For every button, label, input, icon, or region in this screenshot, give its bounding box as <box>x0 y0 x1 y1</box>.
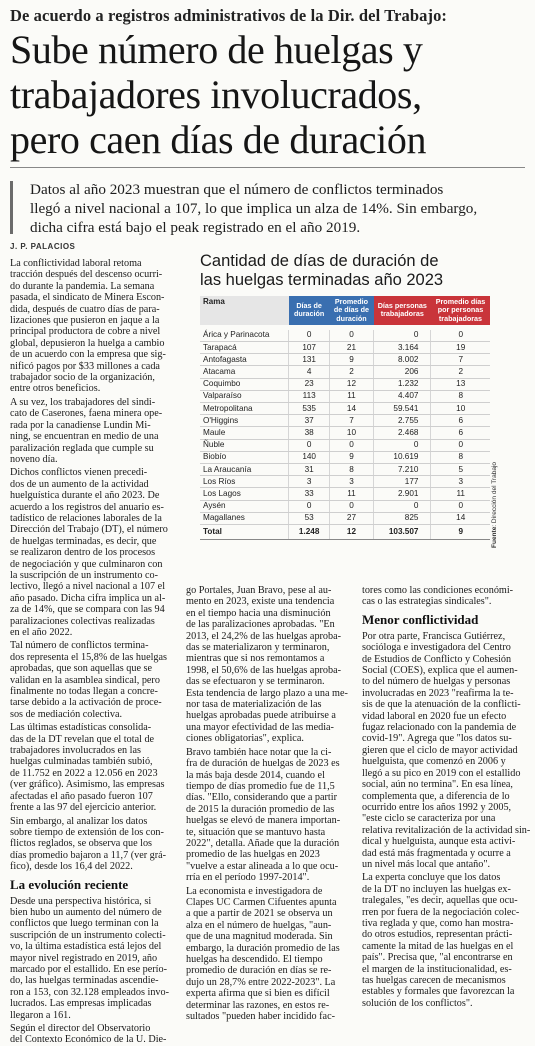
text-line: Sin embargo, al analizar los datos <box>10 815 148 827</box>
text-line: ciones obligatorias", explica. <box>186 733 304 745</box>
text-line: Tal número de conflictos termina- <box>10 640 149 652</box>
headline-line: pero caen días de duración <box>10 117 427 162</box>
value-cell: 10 <box>329 427 373 439</box>
text-line: de 2015 la duración promedio de las <box>186 803 335 815</box>
text-line: un nivel más local que antaño". <box>362 858 491 870</box>
text-line: das se efectuaron y se terminaron. <box>186 676 325 688</box>
text-line: afectadas el año pasado fueron 107 <box>10 790 153 802</box>
table-row <box>200 390 490 402</box>
text-line: cas o las estrategias sindicales". <box>362 596 492 608</box>
text-line: go Portales, Juan Bravo, pese al au- <box>186 585 332 596</box>
text-line: vo, la última estadística está lejos del <box>10 941 162 953</box>
value-cell: 59.541 <box>374 403 431 415</box>
value-cell: 27 <box>329 512 373 524</box>
text-line: determinar las razones, en estos re- <box>186 999 330 1011</box>
text-line: solución de los conflictos". <box>362 997 473 1009</box>
table-row <box>200 439 490 451</box>
value-cell: 14 <box>431 512 490 524</box>
text-line: involucradas en 2023 "reafirma la te- <box>362 687 514 699</box>
table-row <box>200 488 490 500</box>
value-cell: 0 <box>374 439 431 451</box>
duration-table <box>200 296 490 540</box>
text-line: del Contexto Económico de la U. Die- <box>10 1034 167 1046</box>
region-cell: Valparaíso <box>200 390 289 402</box>
byline: J. P. PALACIOS <box>10 242 76 251</box>
text-line: de la DT no incluyen las huelgas ex- <box>362 883 511 895</box>
text-line: tadístico de relaciones laborales de la <box>10 512 162 524</box>
text-line: gieren que el ciclo de mayor actividad <box>362 744 518 756</box>
text-line: flictos reglados, se observa que los <box>10 838 153 850</box>
value-cell: 9 <box>329 451 373 463</box>
text-line: (ver gráfico). Asimismo, las empresas <box>10 779 165 791</box>
text-line: 2013, el 24,2% de las huelgas aproba- <box>186 630 342 642</box>
value-cell: 19 <box>431 342 490 354</box>
text-line: ocurrido entre los años 1992 y 2005, <box>362 801 512 813</box>
value-cell: 4.407 <box>374 390 431 402</box>
text-line: complementa que, a diferencia de lo <box>362 790 510 802</box>
value-cell: 7 <box>431 354 490 366</box>
value-cell: 9 <box>329 354 373 366</box>
table-row <box>200 427 490 439</box>
article-column-1 <box>10 258 180 1046</box>
text-line: de negociación y que culminaron con <box>10 558 163 570</box>
value-cell: 0 <box>374 500 431 512</box>
region-cell: Total <box>200 524 289 539</box>
text-line: huelguística durante el año 2023. De <box>10 490 160 502</box>
text-line: to del número de huelgas y personas <box>362 676 511 688</box>
text-line: principal productora de cobre a nivel <box>10 326 161 338</box>
text-line: de las paralizaciones aprobadas. "En <box>186 619 335 631</box>
text-line: dos representa el 15,8% de las huelgas <box>10 651 168 663</box>
text-line: te, situación que se mantuvo hasta <box>186 826 326 838</box>
region-cell: Atacama <box>200 366 289 378</box>
region-cell: Los Lagos <box>200 488 289 500</box>
value-cell: 9 <box>431 524 490 539</box>
text-line: mayor nivel registrado en 2019, año <box>10 952 158 964</box>
table-row <box>200 451 490 463</box>
column-header-promedio-dias: Promedio de días de duración <box>329 296 373 325</box>
lead-paragraph <box>30 180 520 237</box>
headline-line: trabajadores involucrados, <box>10 72 422 117</box>
text-line: conflictos que luego terminan con la <box>10 918 159 930</box>
text-line: de Estudios de Conflicto y Cohesión <box>362 653 512 665</box>
text-line: dujo un 28,7% entre 2022-2023". La <box>186 976 336 988</box>
text-line: rren por fuera de la negociación colec- <box>362 906 520 918</box>
text-line: paralizaciones colectivas realizadas <box>10 615 155 627</box>
table-row <box>200 476 490 488</box>
text-line: de 11.752 en 2022 a 12.056 en 2023 <box>10 767 158 779</box>
value-cell: 2 <box>431 366 490 378</box>
value-cell: 10.619 <box>374 451 431 463</box>
value-cell: 8 <box>431 390 490 402</box>
text-line: una mayor efectividad de las media- <box>186 721 334 733</box>
article-column-3 <box>362 585 530 1009</box>
value-cell: 5 <box>431 463 490 475</box>
source-label: Fuente <box>491 526 498 548</box>
text-line: La conflictividad laboral retoma <box>10 258 142 269</box>
text-line: A su vez, los trabajadores del sindi- <box>10 396 156 408</box>
text-line: dad está más fragmentada y ocurre a <box>362 847 511 859</box>
value-cell: 8 <box>329 463 373 475</box>
table-row <box>200 378 490 390</box>
table-row <box>200 330 490 342</box>
text-line: La experta concluye que los datos <box>362 872 501 884</box>
value-cell: 3 <box>289 476 329 488</box>
table-row <box>200 463 490 475</box>
headline <box>10 27 530 162</box>
value-cell: 2.468 <box>374 427 431 439</box>
value-cell: 1.232 <box>374 378 431 390</box>
text-line: sis de que la atenuación de la conflicti- <box>362 699 521 711</box>
text-line: vidad laboral en 2020 fue un efecto <box>362 710 507 722</box>
text-line: días. "Ello, considerando que a partir <box>186 792 337 804</box>
value-cell: 535 <box>289 403 329 415</box>
text-line: Clapes UC Carmen Cifuentes apunta <box>186 896 337 908</box>
lead-line: llegó a nivel nacional a 107, lo que implica un alza de 14%. Sin embargo, <box>30 200 478 217</box>
text-line: huelgas culminadas también subió, <box>10 756 153 768</box>
text-line: social, aún no termina". En esa línea, <box>362 779 513 791</box>
value-cell: 11 <box>329 390 373 402</box>
text-line: covid-19". Agrega que "los datos su- <box>362 733 512 745</box>
column-header-dias: Días de duración <box>289 296 329 325</box>
value-cell: 11 <box>431 488 490 500</box>
value-cell: 2.755 <box>374 415 431 427</box>
kicker: De acuerdo a registros administrativos de la Dir. del Trabajo: <box>10 6 448 25</box>
lead-line: dicha cifra está bajo el peak registrado en el año 2019. <box>30 219 361 236</box>
text-line: rría en el período 1997-2014". <box>186 872 310 884</box>
value-cell: 107 <box>289 342 329 354</box>
text-line: frente a las 97 del ejercicio anterior. <box>10 802 157 814</box>
value-cell: 13 <box>431 378 490 390</box>
value-cell: 206 <box>374 366 431 378</box>
value-cell: 14 <box>329 403 373 415</box>
value-cell: 0 <box>431 330 490 342</box>
value-cell: 0 <box>289 500 329 512</box>
value-cell: 23 <box>289 378 329 390</box>
text-line: suscripción de un instrumento colecti- <box>10 929 166 941</box>
text-line: nificó pagos por $33 millones a cada <box>10 360 160 372</box>
value-cell: 31 <box>289 463 329 475</box>
divider <box>10 167 525 168</box>
text-line: huelgas ha descendido. El tiempo <box>186 954 323 965</box>
subheading: La evolución reciente <box>10 876 129 892</box>
text-line: "vuelve a estar alineada a lo que ocu- <box>186 860 339 872</box>
region-cell: Los Ríos <box>200 476 289 488</box>
value-cell: 0 <box>431 500 490 512</box>
region-cell: Coquimbo <box>200 378 289 390</box>
text-line: do, las huelgas terminadas ascendie- <box>10 975 159 987</box>
text-line: lectivo, llegó a nivel nacional a 107 el <box>10 581 166 593</box>
text-line: mento en 2023, existe una tendencia <box>186 596 335 608</box>
text-line: lucrados. Las empresas implicadas <box>10 998 152 1010</box>
text-line: el margen de la institucionalidad, es- <box>362 963 512 975</box>
article-column-2 <box>186 585 356 1022</box>
value-cell: 3 <box>431 476 490 488</box>
text-line: Por otra parte, Francisca Gutiérrez, <box>362 630 506 642</box>
region-cell: Maule <box>200 427 289 439</box>
text-line: de huelgas terminadas, es decir, que <box>10 535 157 547</box>
text-line: huelgas se elevó de manera importan- <box>186 815 341 827</box>
text-line: bien hubo un aumento del número de <box>10 906 162 918</box>
value-cell: 6 <box>431 427 490 439</box>
text-line: entre otros beneficios. <box>10 383 101 395</box>
text-line: en el año 2022. <box>10 627 73 638</box>
text-line: llegaron a 161. <box>10 1009 71 1021</box>
source-note: Fuente: Dirección del Trabajo <box>491 462 498 548</box>
text-line: promedio de las huelgas en 2023 <box>186 849 320 861</box>
value-cell: 37 <box>289 415 329 427</box>
text-line: experta afirma que si bien es difícil <box>186 988 330 1000</box>
value-cell: 825 <box>374 512 431 524</box>
region-cell: Ñuble <box>200 439 289 451</box>
text-line: huelguista, que comenzó en 2006 y <box>362 756 506 768</box>
text-line: finalmente no todas llegan a concre- <box>10 686 158 698</box>
value-cell: 2.901 <box>374 488 431 500</box>
value-cell: 38 <box>289 427 329 439</box>
region-cell: Metropolitana <box>200 403 289 415</box>
value-cell: 6 <box>431 415 490 427</box>
value-cell: 2 <box>329 366 373 378</box>
value-cell: 7.210 <box>374 463 431 475</box>
value-cell: 0 <box>431 439 490 451</box>
text-line: pasada, el sindicato de Minera Escon- <box>10 292 165 304</box>
text-line: 2022", detalla. Añade que la duración <box>186 837 340 849</box>
text-line: camente la mitad de las huelgas en el <box>362 940 514 952</box>
text-line: Según el director del Observatorio <box>10 1023 151 1034</box>
text-line: promedio de duración en días se re- <box>186 965 332 977</box>
text-line: fugaz relacionado con la pandemia de <box>362 722 517 734</box>
text-line: días promedio bajaron a 11,7 (ver grá- <box>10 849 167 861</box>
value-cell: 10 <box>431 403 490 415</box>
text-line: tiempo de días promedio fue de 11,5 <box>186 780 335 792</box>
text-line: tracción después del descenso ocurri- <box>10 269 163 281</box>
column-header-promedio-personas: Promedio días por personas trabajadoras <box>431 296 490 325</box>
text-line: la más baja desde 2014, cuando el <box>186 769 325 781</box>
text-line: marcado por el estallido. En ese perío- <box>10 963 167 975</box>
value-cell: 113 <box>289 390 329 402</box>
source-text: Dirección del Trabajo <box>491 462 498 524</box>
text-line: Desde una perspectiva histórica, si <box>10 895 152 907</box>
value-cell: 140 <box>289 451 329 463</box>
text-line: llegó a su pico en 2019 con el estallido <box>362 767 521 779</box>
text-line: alza en el número de huelgas, "aun- <box>186 919 332 931</box>
value-cell: 0 <box>329 439 373 451</box>
text-line: aprobadas, que son aquellas que se <box>10 663 153 675</box>
value-cell: 3 <box>329 476 373 488</box>
column-header-dias-personas: Días personas trabajadoras <box>374 296 431 325</box>
subheading: Menor conflictividad <box>362 611 479 627</box>
table-row <box>200 500 490 512</box>
text-line: ron a 153, con 32.128 empleados invo- <box>10 986 170 998</box>
value-cell: 177 <box>374 476 431 488</box>
value-cell: 0 <box>289 330 329 342</box>
text-line: sos de mediación colectiva. <box>10 708 123 720</box>
text-line: relativa revitalización de la actividad sin- <box>362 824 530 836</box>
text-line: fra de duración de huelgas de 2023 es <box>186 758 340 770</box>
region-cell: Biobío <box>200 451 289 463</box>
chart-title-line: las huelgas terminadas año 2023 <box>200 270 444 289</box>
region-cell: Aysén <box>200 500 289 512</box>
headline-line: Sube número de huelgas y <box>10 27 423 72</box>
text-line: global, depusieron la huelga a cambio <box>10 337 165 349</box>
text-line: fico), desde los 16,4 del 2022. <box>10 861 133 873</box>
table-row <box>200 354 490 366</box>
text-line: Las últimas estadísticas consolida- <box>10 722 152 734</box>
text-line: a que a partir de 2021 se observa un <box>186 908 333 920</box>
value-cell: 0 <box>374 330 431 342</box>
text-line: validan en la asamblea sindical, pero <box>10 674 160 686</box>
text-line: Social (COES), explica que el aumen- <box>362 665 518 677</box>
text-line: dical y huelguista, aunque esta activi- <box>362 836 516 848</box>
text-line: Bravo también hace notar que la ci- <box>186 746 332 758</box>
text-line: en el tiempo hacia una disminución <box>186 607 331 619</box>
region-cell: Árica y Parinacota <box>200 330 289 342</box>
value-cell: 53 <box>289 512 329 524</box>
value-cell: 12 <box>329 378 373 390</box>
text-line: rada por la canadiense Lundin Mi- <box>10 419 151 431</box>
text-line: Esta tendencia de largo plazo a una me- <box>186 687 348 699</box>
text-line: tores como las condiciones económi- <box>362 585 514 596</box>
text-line: das de la DT revelan que el total de <box>10 733 155 745</box>
table-row <box>200 366 490 378</box>
value-cell: 8 <box>431 451 490 463</box>
lead-line: Datos al año 2023 muestran que el número de conflictos terminados <box>30 181 444 198</box>
text-line: trabajador socio de la organización, <box>10 372 155 384</box>
region-cell: Magallanes <box>200 512 289 524</box>
value-cell: 0 <box>329 330 373 342</box>
table-row <box>200 403 490 415</box>
text-line: socióloga e investigadora del Centro <box>362 642 511 654</box>
value-cell: 3.164 <box>374 342 431 354</box>
text-line: sultados "pueden haber incidido fac- <box>186 1011 335 1023</box>
text-line: 1998, el 50,6% de las huelgas aproba- <box>186 664 342 676</box>
region-cell: La Araucanía <box>200 463 289 475</box>
value-cell: 12 <box>329 524 373 539</box>
chart-title <box>200 252 500 289</box>
text-line: dida, después de cuatro días de para- <box>10 303 160 315</box>
value-cell: 33 <box>289 488 329 500</box>
text-line: sobre tiempo de extensión de los con- <box>10 826 164 838</box>
table-total-row <box>200 524 490 539</box>
text-line: de un acuerdo con la empresa que sig- <box>10 349 166 361</box>
value-cell: 4 <box>289 366 329 378</box>
text-line: dos de un aumento de la actividad <box>10 478 149 490</box>
text-line: lizaciones que pusieron en jaque a la <box>10 315 160 327</box>
value-cell: 0 <box>329 500 373 512</box>
text-line: embargo, la duración promedio de las <box>186 942 340 954</box>
value-cell: 21 <box>329 342 373 354</box>
text-line: tarse debido a la activación de proce- <box>10 697 162 709</box>
text-line: Dichos conflictos vienen precedi- <box>10 467 148 479</box>
region-cell: O'Higgins <box>200 415 289 427</box>
table-row <box>200 342 490 354</box>
text-line: das se materializaron y terminaron, <box>186 642 330 654</box>
lead-accent-bar <box>10 181 13 234</box>
text-line: Dirección del Trabajo (DT), el número <box>10 524 168 536</box>
text-line: paralización reglada que cumple su <box>10 442 154 454</box>
column-header-rama: Rama <box>200 296 289 325</box>
text-line: tralegales, "es decir, aquellas que ocu- <box>362 895 518 907</box>
table-row <box>200 415 490 427</box>
text-line: "este ciclo se caracteriza por una <box>362 813 496 825</box>
value-cell: 103.507 <box>374 524 431 539</box>
text-line: do otros estudios, representan prácti- <box>362 929 513 941</box>
text-line: mientras que si nos remontamos a <box>186 653 325 665</box>
text-line: tiva reglada y que, como han mostra- <box>362 917 514 929</box>
value-cell: 131 <box>289 354 329 366</box>
region-cell: Tarapacá <box>200 342 289 354</box>
region-cell: Antofagasta <box>200 354 289 366</box>
value-cell: 1.248 <box>289 524 329 539</box>
text-line: que de una magnitud moderada. Sin <box>186 931 333 943</box>
text-line: tas huelgas carecen de mecanismos <box>362 975 506 986</box>
chart-title-line: Cantidad de días de duración de <box>200 252 439 270</box>
value-cell: 11 <box>329 488 373 500</box>
text-line: cato de Caserones, faena minera ope- <box>10 408 163 420</box>
text-line: noveno día. <box>10 453 58 465</box>
text-line: estables y formales que favorezcan la <box>362 986 515 998</box>
text-line: huelgas aprobadas puede atribuirse a <box>186 710 336 722</box>
value-cell: 8.002 <box>374 354 431 366</box>
text-line: país". Precisa que, "al encontrarse en <box>362 952 513 964</box>
text-line: do durante la pandemia. La semana <box>10 280 155 292</box>
text-line: nor tasa de materialización de las <box>186 699 322 711</box>
text-line: La economista e investigadora de <box>186 885 323 897</box>
value-cell: 0 <box>289 439 329 451</box>
text-line: ning, se encuentran en medio de una <box>10 431 159 443</box>
text-line: za de 14%, que se compara con las 94 <box>10 604 165 616</box>
value-cell: 7 <box>329 415 373 427</box>
table-row <box>200 512 490 524</box>
text-line: se realizaron dentro de los procesos <box>10 547 156 559</box>
text-line: la suscripción de un instrumento co- <box>10 569 158 581</box>
text-line: trabajadores involucrados en las <box>10 745 141 757</box>
text-line: año pasado. Dicha cifra implica un al- <box>10 592 166 604</box>
text-line: acuerdo a los registros del anuario es- <box>10 501 164 513</box>
